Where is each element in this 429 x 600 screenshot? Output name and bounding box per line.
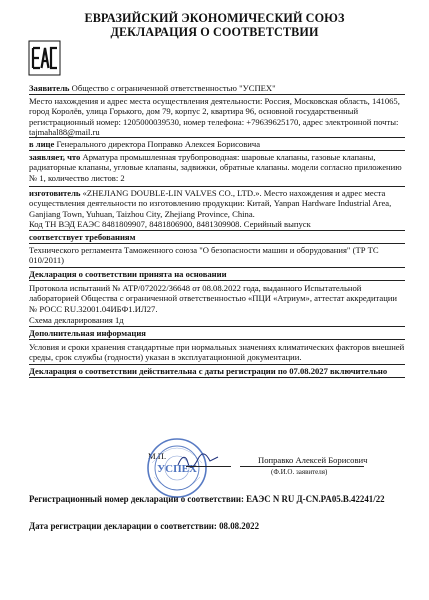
divider — [29, 326, 405, 327]
registration-number-label: Регистрационный номер декларации о соответствии: — [29, 494, 244, 504]
requirements-value: Технического регламента Таможенного союза "О безопасности машин и оборудования" (ТР ТС 010/2011) — [29, 245, 379, 266]
divider — [29, 230, 405, 231]
manufacturer-value: «ZHEJIANG DOUBLE-LIN VALVES CO., LTD.». Место нахождения и адрес места осуществления деятельности по изготовлению продукции: Китай, Yanpan Hardware Industrial Area, Ganjiang Town, Yuhuan, Taizhou City, Zhejiang Province, China. — [29, 188, 392, 219]
declaration-scheme: Схема декларирования 1д — [29, 315, 124, 325]
signature-line — [186, 466, 231, 467]
applicant-address: Место нахождения и адрес места осуществления деятельности: Россия, Московская область, 141065, город Королёв, улица Горького, дом 79, корпус 2, квартира 96, основной государственный регистрационный номер: 1205000039530, номер телефона: +79639625170, адрес электронной почты: tajmahal88@mail.ru — [29, 96, 400, 137]
declares-block — [29, 152, 405, 183]
manufacturer-label: изготовитель — [29, 188, 81, 198]
signer-name: Поправко Алексей Борисович — [258, 455, 368, 465]
declares-label: заявляет, что — [29, 152, 81, 162]
validity-text: Декларация о соответствии действительна с даты регистрации по 07.08.2027 включительно — [29, 366, 388, 376]
registration-date-value: 08.08.2022 — [219, 521, 260, 531]
additional-heading: Дополнительная информация — [29, 328, 146, 338]
registration-date-label: Дата регистрации декларации о соответствии: — [29, 521, 217, 531]
signer-caption: (Ф.И.О. заявителя) — [271, 468, 328, 476]
applicant-label: Заявитель — [29, 83, 70, 93]
divider — [29, 137, 405, 138]
divider — [29, 339, 405, 340]
declares-value: Арматура промышленная трубопроводная: шаровые клапаны, газовые клапаны, радиаторные клапаны, угловые клапаны, задвижки, обратные клапаны. модели согласно приложению № 1, количество листов: 2 — [29, 152, 402, 183]
applicant-value: Общество с ограниченной ответственностью "УСПЕХ" — [71, 83, 276, 93]
stamp-place-label: М.П. — [148, 451, 167, 461]
manufacturer-block — [29, 188, 405, 219]
union-title: ЕВРАЗИЙСКИЙ ЭКОНОМИЧЕСКИЙ СОЮЗ — [84, 11, 345, 25]
divider — [29, 94, 405, 95]
eac-mark-icon — [28, 40, 61, 76]
representative-line — [29, 139, 405, 149]
divider — [29, 186, 405, 187]
document-title: ДЕКЛАРАЦИЯ О СООТВЕТСТВИИ — [110, 25, 319, 39]
divider — [29, 150, 405, 151]
registration-number-value: ЕАЭС N RU Д-CN.PA05.B.42241/22 — [246, 494, 385, 504]
divider — [29, 243, 405, 244]
divider — [29, 267, 405, 268]
registration-number-line — [29, 494, 405, 504]
applicant-line — [29, 83, 405, 93]
name-line — [240, 466, 364, 467]
divider — [29, 280, 405, 281]
basis-value: Протокола испытаний № АТР/072022/36648 от 08.08.2022 года, выданного Испытательной лабораторией Общества с ограниченной ответственностью «ПЦИ «Атриум», аттестат аккредитации № РОСС RU.32001.04ИБФ1.ИЛ27. — [29, 283, 398, 314]
basis-heading: Декларация о соответствии принята на основании — [29, 269, 227, 279]
representative-label: в лице — [29, 139, 55, 149]
divider — [29, 364, 405, 365]
divider — [29, 377, 405, 378]
additional-value: Условия и сроки хранения стандартные при нормальных значениях климатических факторов внешней среды, срок службы (годности) указан в эксплуатационной документации. — [29, 342, 405, 363]
representative-value: Генерального директора Поправко Алексея Борисовича — [56, 139, 261, 149]
registration-date-line — [29, 521, 405, 531]
stamp-text: УСПЕХ — [157, 463, 197, 475]
requirements-heading: соответствует требованиям — [29, 232, 136, 242]
product-codes: Код ТН ВЭД ЕАЭС 8481809907, 8481806900, 8481309908. Серийный выпуск — [29, 219, 311, 229]
